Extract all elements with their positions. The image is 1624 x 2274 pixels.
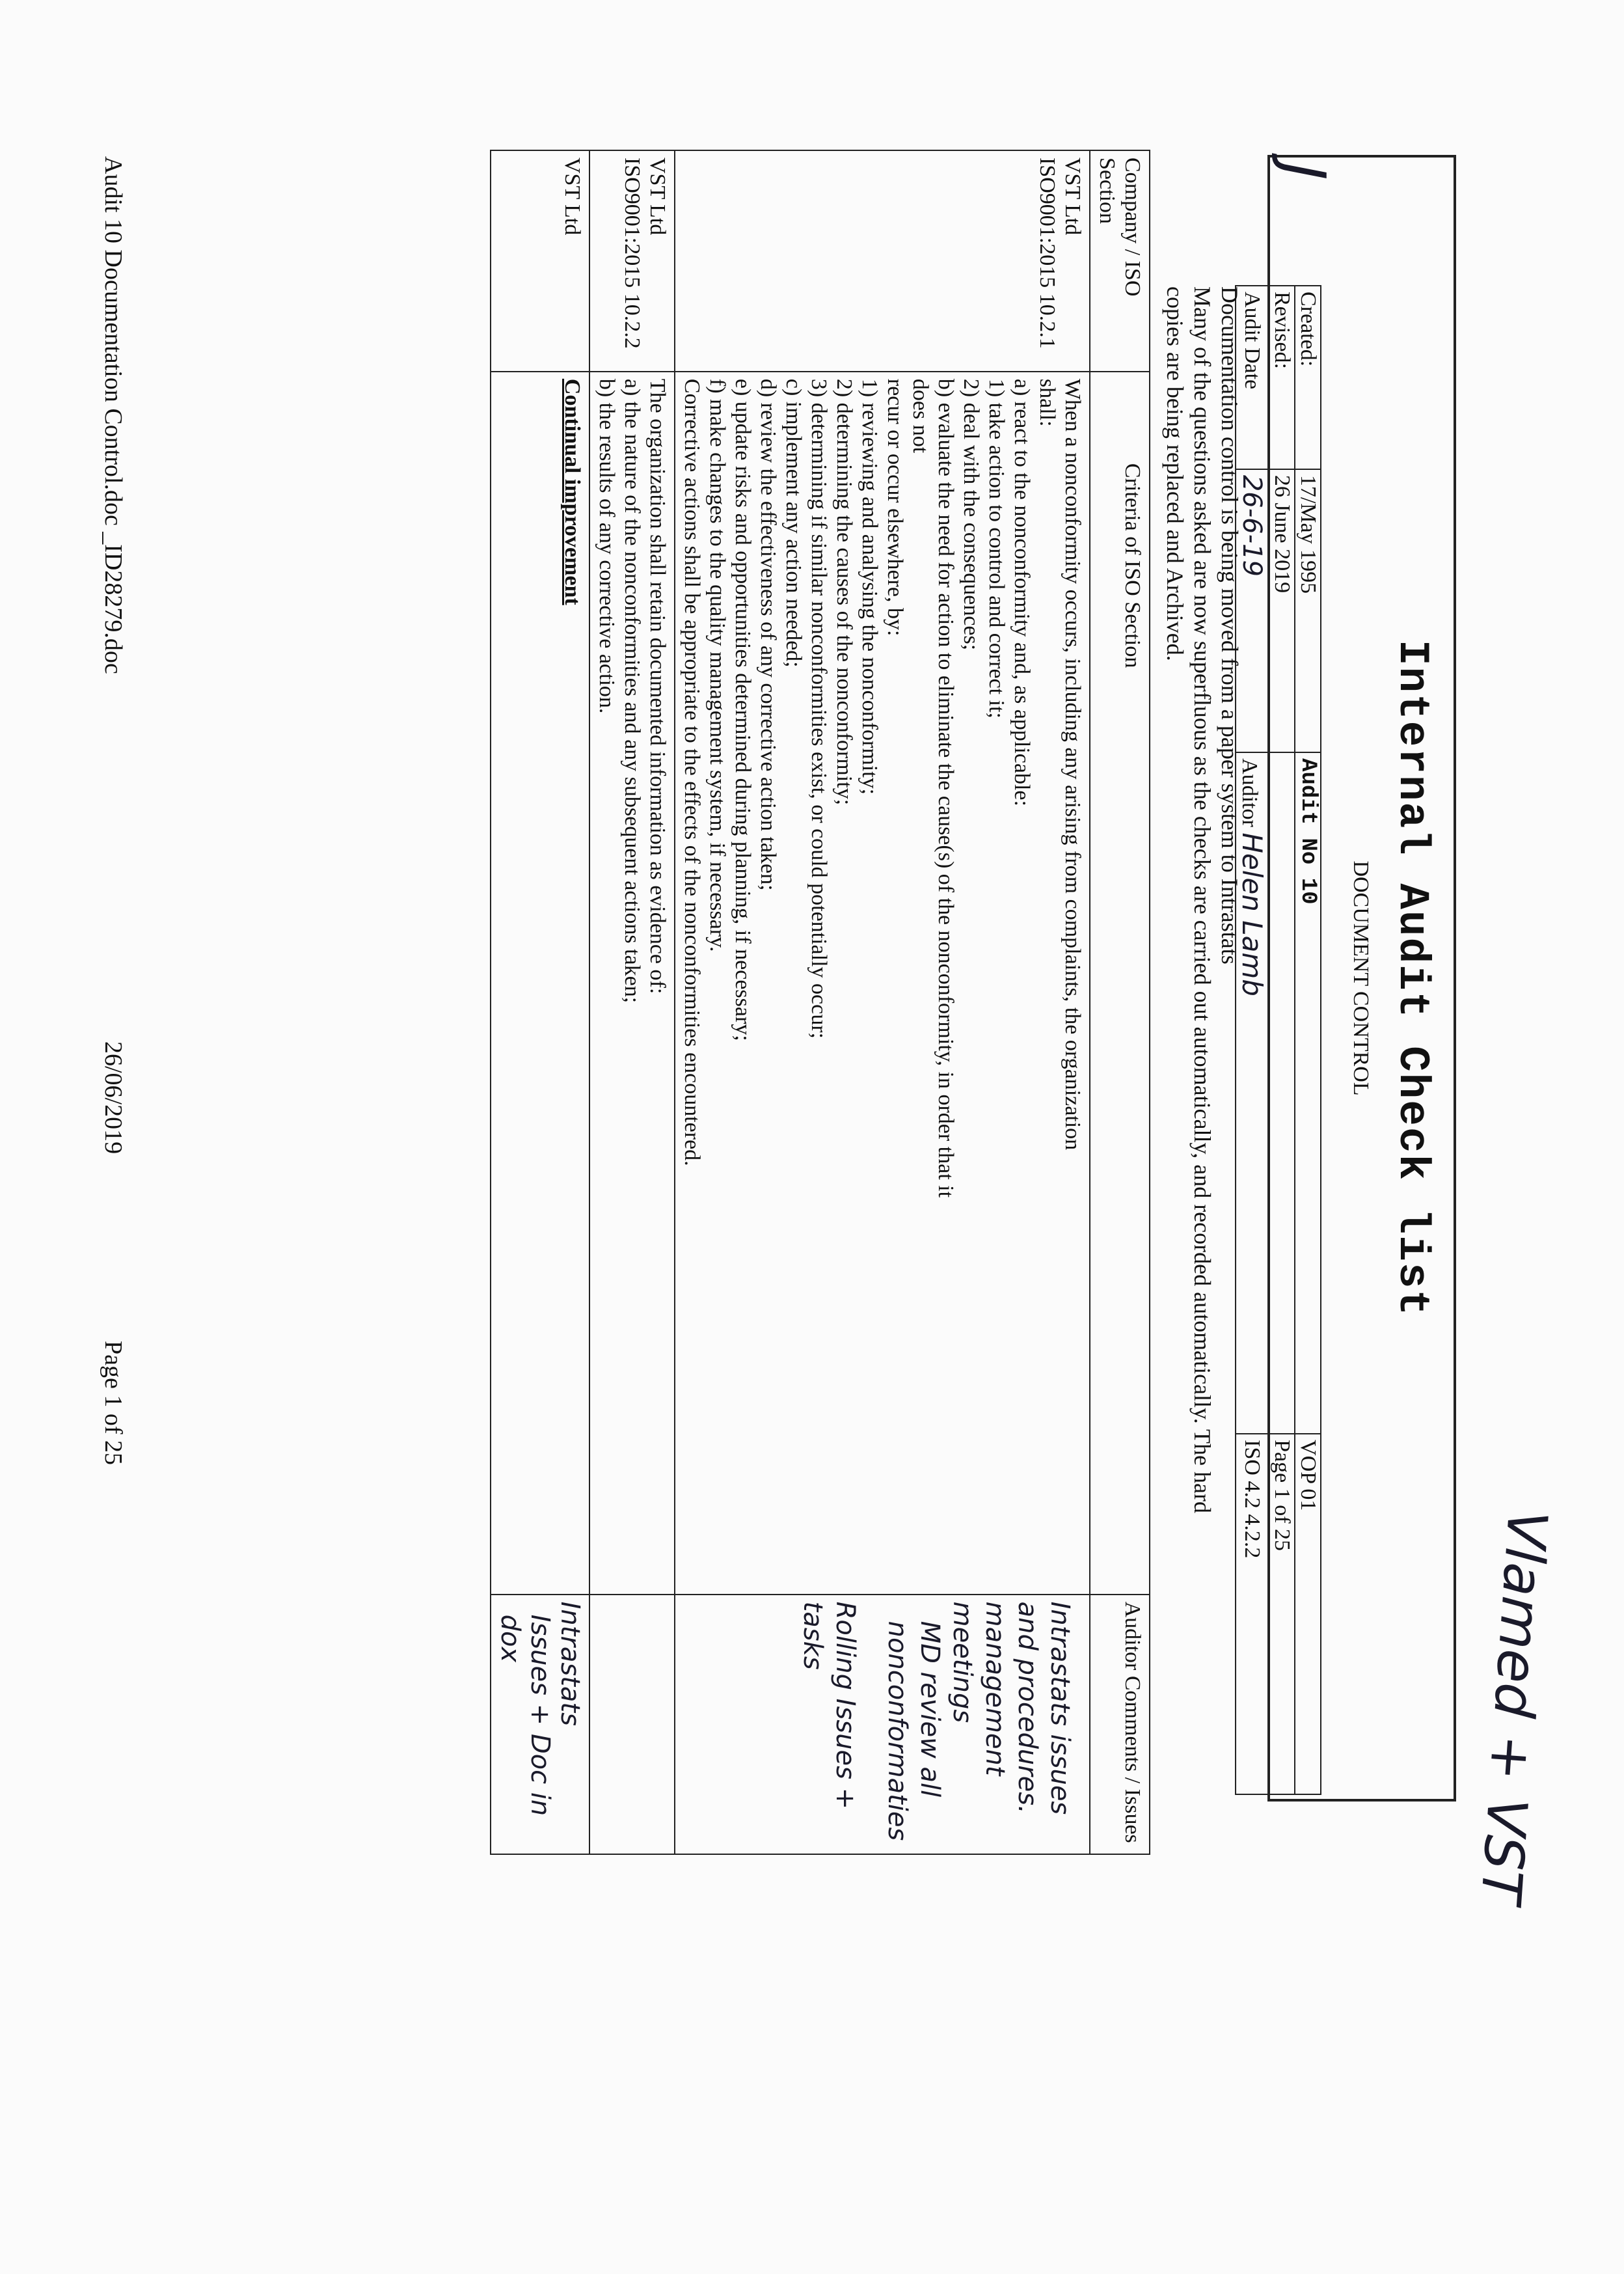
audit-info-table xyxy=(1235,285,1321,1795)
row-3-comments: Intrastats Issues + Doc in dox xyxy=(491,1595,589,1854)
revised-value: 26 June 2019 xyxy=(1269,469,1295,752)
row-1-comments: Intrastats issues and procedures. management meetings MD review all nonconformaties Rolling Issues + tasks xyxy=(675,1595,1090,1854)
auditor-name: Helen Lamb xyxy=(1236,832,1268,996)
page-title: Internal Audit Check list xyxy=(1388,639,1437,1317)
row-1-company: VST Ltd ISO9001:2015 10.2.1 xyxy=(675,150,1090,372)
header-company: Company / ISO Section xyxy=(1090,150,1150,372)
revised-label: Revised: xyxy=(1269,286,1295,469)
footer-filename: Audit 10 Documentation Control.doc _ID28279.doc xyxy=(100,156,127,674)
row-2-company: VST Ltd ISO9001:2015 10.2.2 xyxy=(589,150,675,372)
iso-reference: ISO 4.2 4.2.2 xyxy=(1236,1434,1269,1794)
audit-number: Audit No 10 xyxy=(1295,752,1321,1434)
auditor-label: Auditor xyxy=(1238,758,1262,827)
footer-page: Page 1 of 25 xyxy=(100,1341,127,1466)
note-line-3: copies are being replaced and Archived. xyxy=(1162,286,1188,661)
note-line-1: Documentation control is being moved from a paper system to Intrastats xyxy=(1217,286,1243,965)
vop-reference: VOP 01 xyxy=(1295,1434,1321,1794)
row-3-criteria: Continual improvement xyxy=(491,372,589,1595)
note-line-2: Many of the questions asked are now superfluous as the checks are carried out automatically, and recorded automatically. The hard xyxy=(1189,286,1215,1513)
row-1-criteria: When a nonconformity occurs, including any arising from complaints, the organization shall: a) react to the nonconformity and, as applicable: 1) take action to control and correct it; 2) deal with the consequences; b) evaluate the need for action to eliminate the cause(s) of the nonconformity, in order that it does not recur or occur elsewhere, by: 1) reviewing and analysing the nonconformity; 2) determining the causes of the nonconformity; 3) determining if similar nonconformities exist, or could potentially occur; c) implement any action needed; d) review the effectiveness of any corrective action taken; e) update risks and opportunities determined during planning, if necessary; f) make changes to the quality management system, if necessary. Corrective actions shall be appropriate to the effects of the nonconformities encountered. xyxy=(675,372,1090,1595)
audit-number-cont xyxy=(1269,752,1295,1434)
created-label: Created: xyxy=(1295,286,1321,469)
created-value: 17/May 1995 xyxy=(1295,469,1321,752)
document-control-label: DOCUMENT CONTROL xyxy=(1349,860,1373,1096)
header-comments: Auditor Comments / Issues xyxy=(1090,1595,1150,1854)
footer-date: 26/06/2019 xyxy=(100,1041,127,1155)
row-3-company: VST Ltd xyxy=(491,150,589,372)
header-criteria: Criteria of ISO Section xyxy=(1090,372,1150,1595)
page-reference: Page 1 of 25 xyxy=(1269,1434,1295,1794)
row-2-criteria: The organization shall retain documented information as evidence of: a) the nature of the nonconformities and any subsequent actions taken; b) the results of any corrective action. xyxy=(589,372,675,1595)
audit-date-value: 26-6-19 xyxy=(1236,469,1269,752)
handwritten-company-note: Vlamed + VST xyxy=(1468,1508,1560,1906)
row-2-comments xyxy=(589,1595,675,1854)
created-initials: J xyxy=(1269,163,1338,180)
criteria-table xyxy=(490,150,1150,1855)
audit-date-label: Audit Date xyxy=(1236,286,1269,469)
